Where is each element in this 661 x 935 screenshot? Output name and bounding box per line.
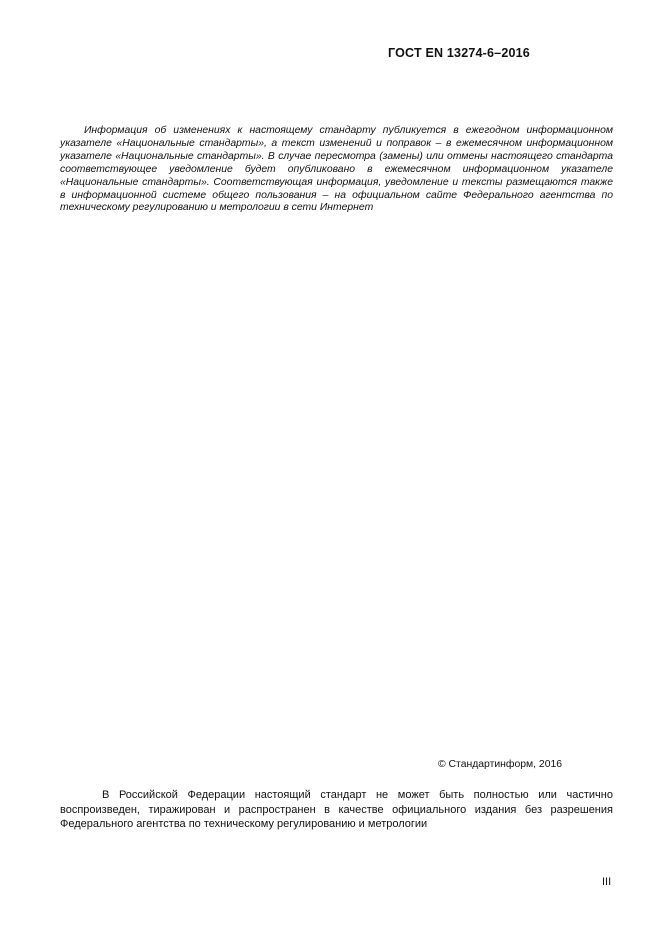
reproduction-rights-paragraph: В Российской Федерации настоящий стандарт не может быть полностью или частично воспроизведен, тиражирован и распространен в качестве официального издания без разрешения Федерального агентства по техническому регулированию и метрологии	[60, 789, 613, 830]
changes-info-paragraph: Информация об изменениях к настоящему стандарту публикуется в ежегодном информационном указателе «Национальные стандарты», а текст изменений и поправок – в ежемесячном информационном указателе «Национальные стандарты». В случае пересмотра (замены) или отмены настоящего стандарта соответствующее уведомление будет опубликовано в ежемесячном информационном указателе «Национальные стандарты». Соответствующая информация, уведомление и тексты размещаются также в информационной системе общего пользования – на официальном сайте Федерального агентства по техническому регулированию и метрологии в сети Интернет	[60, 125, 613, 214]
document-code: ГОСТ EN 13274-6–2016	[388, 46, 530, 60]
page-number: III	[602, 876, 612, 888]
copyright-notice: © Стандартинформ, 2016	[438, 759, 563, 770]
